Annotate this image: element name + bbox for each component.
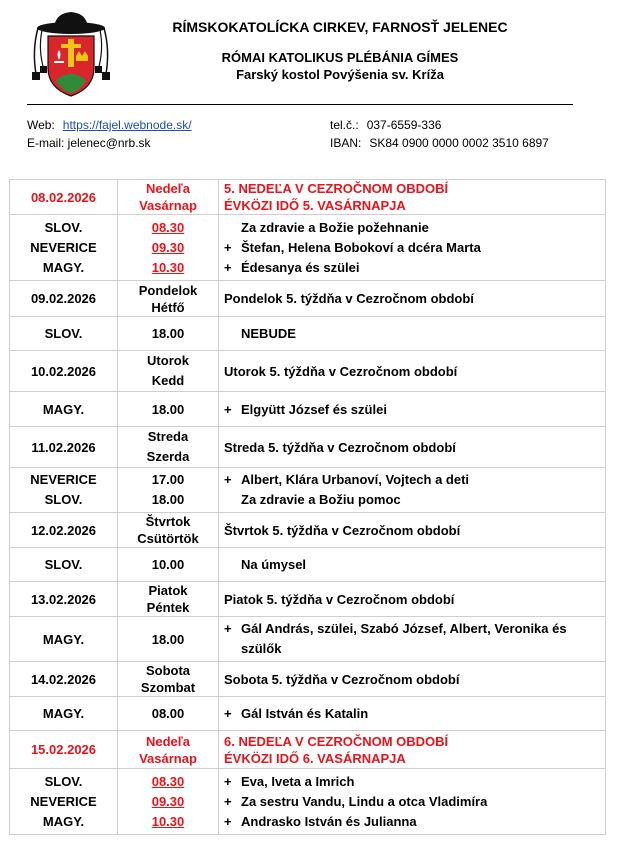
row-place: SLOV. [10,317,118,351]
row-day: Pondelok Hétfő [118,281,219,317]
row-liturgical-day: Piatok 5. týždňa v Cezročnom období [219,582,606,617]
iban-value: SK84 0900 0000 0002 3510 6897 [369,136,549,150]
row-date: 14.02.2026 [10,662,118,697]
table-row [10,180,606,215]
row-intentions: + Eva, Iveta a Imrich + Za sestru Vandu, Lindu a otca Vladimíra + Andrasko István és Julianna [219,769,606,835]
row-day: Nedeľa Vasárnap [118,731,219,769]
letterhead [0,0,620,150]
tel-line [330,118,441,132]
table-row [10,769,606,835]
table-row [10,697,606,731]
row-times: 17.00 18.00 [118,468,219,513]
row-date: 11.02.2026 [10,427,118,468]
table-row [10,513,606,548]
row-intention: + Elgyütt József és szülei [219,392,606,427]
table-row [10,427,606,468]
table-row [10,468,606,513]
row-day: Nedeľa Vasárnap [118,180,219,215]
row-day: Sobota Szombat [118,662,219,697]
header-church: Farský kostol Povýšenia sv. Kríža [236,67,444,82]
row-liturgical-day: Streda 5. týždňa v Cezročnom období [219,427,606,468]
table-row [10,582,606,617]
table-row [10,548,606,582]
row-time: 18.00 [118,392,219,427]
row-liturgical-day: Pondelok 5. týždňa v Cezročnom období [219,281,606,317]
email-line: E-mail: jelenec@nrb.sk [27,136,151,150]
tel-value: 037-6559-336 [366,118,442,132]
parish-coat-of-arms-icon [26,10,116,98]
row-intention: Na úmysel [219,548,606,582]
web-line [27,118,192,132]
row-liturgical-day: Sobota 5. týždňa v Cezročnom období [219,662,606,697]
row-liturgical-day: 5. NEDEĽA V CEZROČNOM OBDOBÍ ÉVKÖZI IDŐ 5. VASÁRNAPJA [219,180,606,215]
web-label: Web: [27,118,55,132]
web-link[interactable]: https://fajel.webnode.sk/ [62,118,192,132]
row-liturgical-day: 6. NEDEĽA V CEZROČNOM OBDOBÍ ÉVKÖZI IDŐ 6. VASÁRNAPJA [219,731,606,769]
row-intention: NEBUDE [219,317,606,351]
row-place: MAGY. [10,697,118,731]
row-date: 15.02.2026 [10,731,118,769]
row-time: 08.00 [118,697,219,731]
row-date: 09.02.2026 [10,281,118,317]
row-intention: + Gál András, szülei, Szabó József, Albert, Veronika és szülők [219,617,606,662]
table-row [10,317,606,351]
row-date: 13.02.2026 [10,582,118,617]
row-time: 18.00 [118,617,219,662]
table-row [10,617,606,662]
row-intentions: + Albert, Klára Urbanoví, Vojtech a deti Za zdravie a Božiu pomoc [219,468,606,513]
row-date: 08.02.2026 [10,180,118,215]
row-time: 10.00 [118,548,219,582]
row-intention: + Gál István és Katalin [219,697,606,731]
row-times: 08.30 09.30 10.30 [118,769,219,835]
row-date: 12.02.2026 [10,513,118,548]
mass-schedule-table [9,179,606,835]
row-times: 08.30 09.30 10.30 [118,215,219,281]
table-row [10,392,606,427]
iban-label: IBAN: [330,136,362,150]
row-places: SLOV. NEVERICE MAGY. [10,769,118,835]
table-row [10,351,606,392]
row-day: Utorok Kedd [118,351,219,392]
row-liturgical-day: Štvrtok 5. týždňa v Cezročnom období [219,513,606,548]
table-row [10,662,606,697]
row-liturgical-day: Utorok 5. týždňa v Cezročnom období [219,351,606,392]
row-intentions: Za zdravie a Božie požehnanie + Štefan, Helena Bobokoví a dcéra Marta + Édesanya és szülei [219,215,606,281]
iban-line [330,136,549,150]
table-row [10,215,606,281]
header-title: RÍMSKOKATOLÍCKA CIRKEV, FARNOSŤ JELENEC [172,19,508,35]
row-date: 10.02.2026 [10,351,118,392]
header-subtitle: RÓMAI KATOLIKUS PLÉBÁNIA GÍMES [221,50,459,65]
row-day: Piatok Péntek [118,582,219,617]
tel-label: tel.č.: [330,118,359,132]
row-places: SLOV. NEVERICE MAGY. [10,215,118,281]
row-time: 18.00 [118,317,219,351]
row-place: MAGY. [10,392,118,427]
row-day: Streda Szerda [118,427,219,468]
table-row [10,281,606,317]
row-place: MAGY. [10,617,118,662]
table-row [10,731,606,769]
row-day: Štvrtok Csütörtök [118,513,219,548]
row-places: NEVERICE SLOV. [10,468,118,513]
header-divider [27,104,573,105]
row-place: SLOV. [10,548,118,582]
